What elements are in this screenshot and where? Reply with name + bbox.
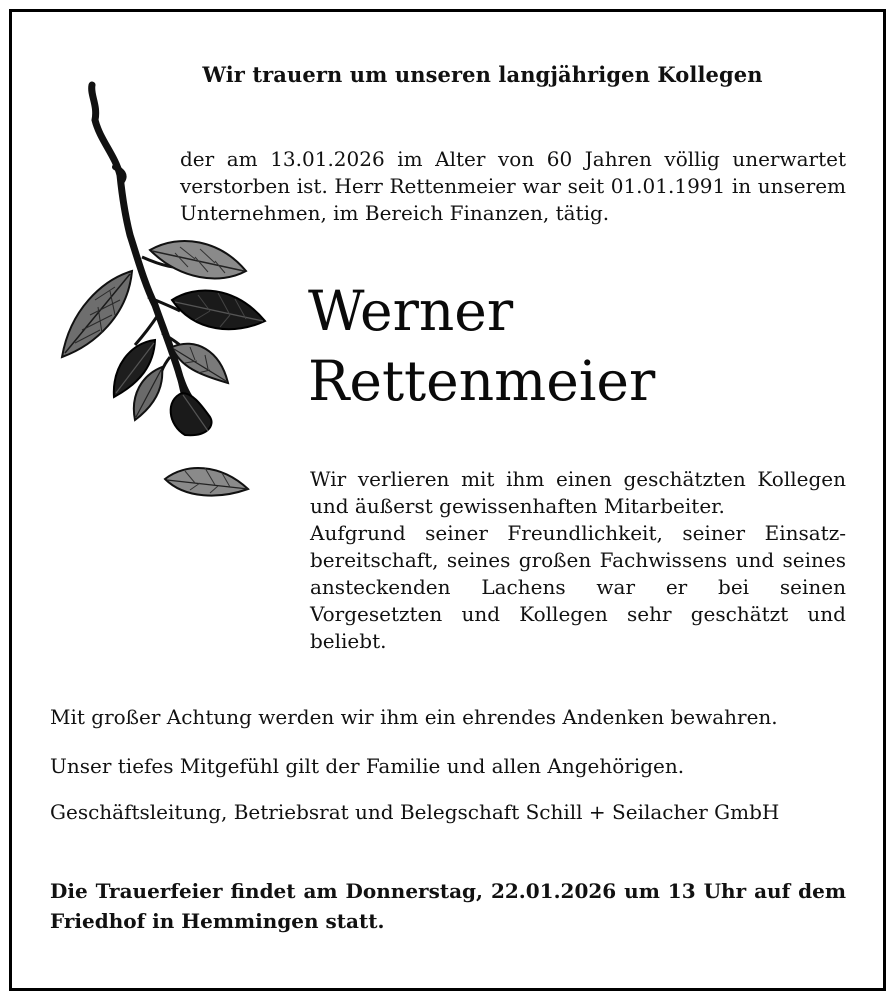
last-name: Rettenmeier xyxy=(308,349,656,413)
funeral-info: Die Trauerfeier findet am Donnerstag, 22.01.2026 um 13 Uhr auf dem Friedhof in Hemmingen statt. xyxy=(50,879,846,933)
tribute-paragraph-2: Aufgrund seiner Freundlichkeit, seiner Einsatzbereitschaft, seines großen Fachwissens und seines ansteckenden Lachens war er bei seinen Vorgesetzten und Kollegen sehr geschätzt und beliebt. xyxy=(310,521,846,653)
first-name: Werner xyxy=(308,279,514,343)
tribute-text xyxy=(310,466,846,655)
tribute-paragraph-1: Wir verlieren mit ihm einen geschätzten Kollegen und äußerst gewissenhaften Mitarbeiter. xyxy=(310,467,846,518)
leaf-branch-icon xyxy=(50,75,290,515)
headline: Wir trauern um unseren langjährigen Kollegen xyxy=(202,62,763,87)
deceased-name xyxy=(308,276,655,416)
sympathy-line: Unser tiefes Mitgefühl gilt der Familie und allen Angehörigen. xyxy=(50,754,685,778)
signature-line: Geschäftsleitung, Betriebsrat und Belegschaft Schill + Seilacher GmbH xyxy=(50,800,780,824)
respect-line: Mit großer Achtung werden wir ihm ein ehrendes Andenken bewahren. xyxy=(50,705,778,729)
intro-text: der am 13.01.2026 im Alter von 60 Jahren völlig unerwartet verstorben ist. Herr Rettenmeier war seit 01.01.1991 in unserem Unternehmen, im Bereich Finanzen, tätig. xyxy=(180,147,846,225)
